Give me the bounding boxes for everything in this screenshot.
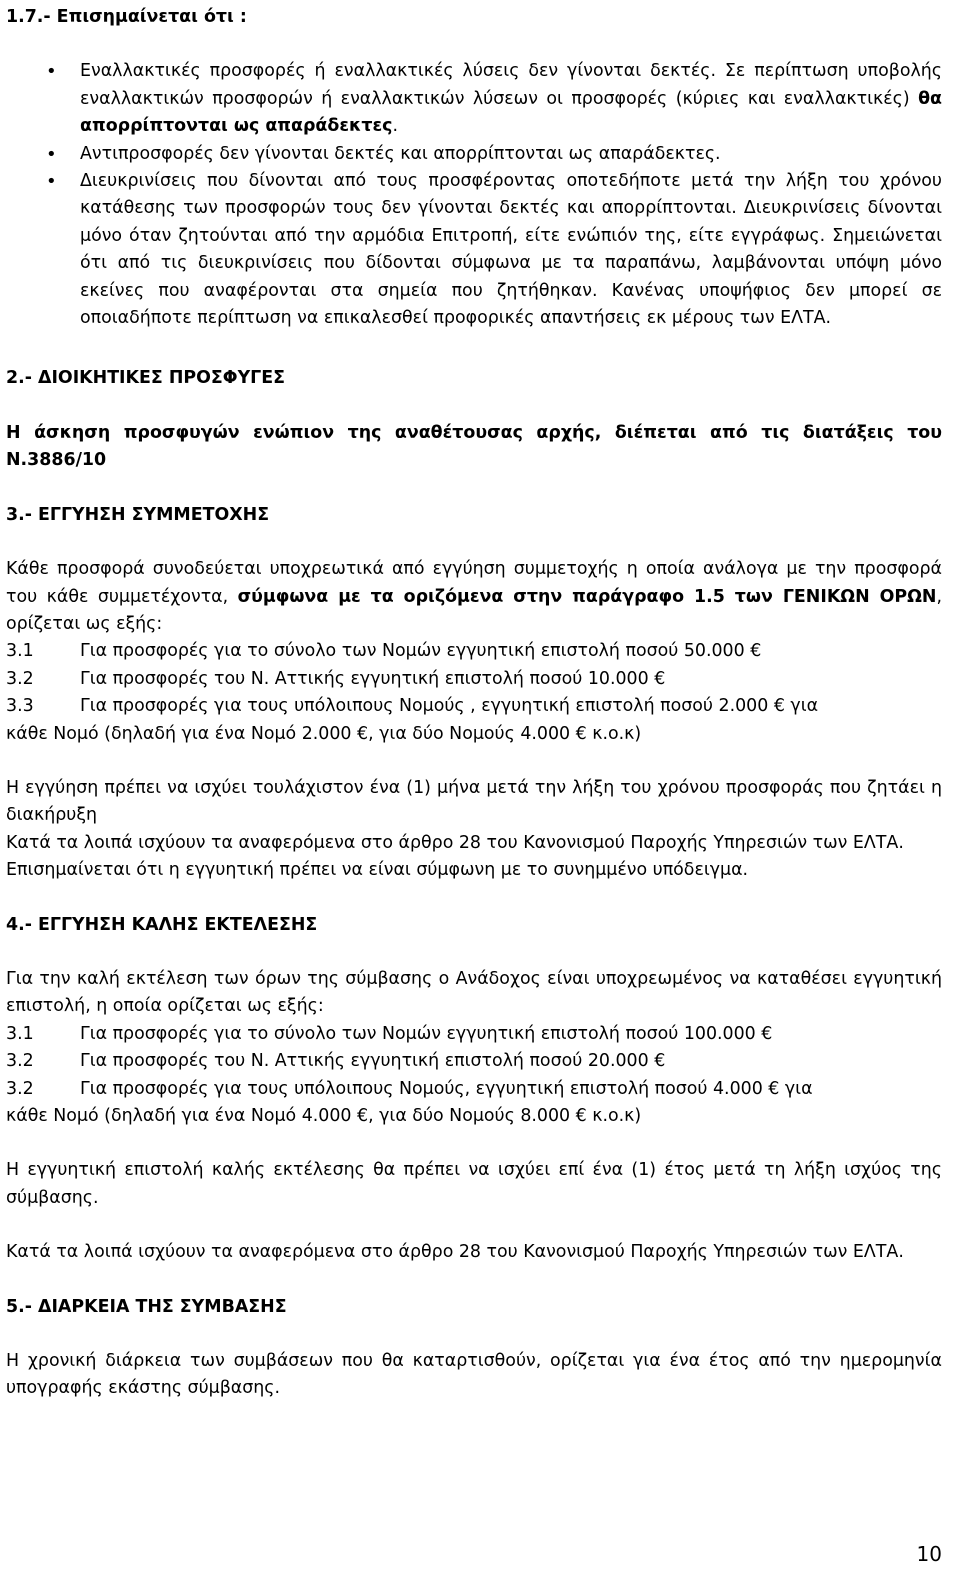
performance-item xyxy=(6,1048,942,1075)
performance-item-number: 3.2 xyxy=(6,1051,34,1072)
document-page xyxy=(6,4,942,1403)
section-4-validity: Η εγγυητική επιστολή καλής εκτέλεσης θα πρέπει να ισχύει επί ένα (1) έτος μετά τη λήξη ισχύος της σύμβασης. xyxy=(6,1160,942,1208)
performance-item-number: 3.2 xyxy=(6,1078,34,1099)
section-1-7-bullets xyxy=(6,58,942,332)
guarantee-item xyxy=(6,666,942,693)
performance-item-continuation: κάθε Νομό (δηλαδή για ένα Νομό 4.000 €, για δύο Νομούς 8.000 € κ.ο.κ) xyxy=(6,1106,642,1126)
guarantee-item-text: Για προσφορές του Ν. Αττικής εγγυητική επιστολή ποσού 10.000 € xyxy=(80,668,666,689)
page-number: 10 xyxy=(916,1542,942,1566)
section-3-template-note: Επισημαίνεται ότι η εγγυητική πρέπει να είναι σύμφωνη με το συνημμένο υπόδειγμα. xyxy=(6,860,749,881)
section-3-intro-bold: σύμφωνα με τα οριζόμενα στην παράγραφο 1.5 των ΓΕΝΙΚΩΝ ΟΡΩΝ xyxy=(237,586,937,607)
section-1-7-title: 1.7.- Επισημαίνεται ότι : xyxy=(6,7,247,27)
section-2-title: 2.- ΔΙΟΙΚΗΤΙΚΕΣ ΠΡΟΣΦΥΓΕΣ xyxy=(6,368,285,389)
performance-item-text: Για προσφορές για τους υπόλοιπους Νομούς, εγγυητική επιστολή ποσού 4.000 € για xyxy=(80,1078,813,1099)
guarantee-item-text: Για προσφορές για τους υπόλοιπους Νομούς , εγγυητική επιστολή ποσού 2.000 € για xyxy=(80,696,819,717)
performance-item-text: Για προσφορές του Ν. Αττικής εγγυητική επιστολή ποσού 20.000 € xyxy=(80,1051,666,1072)
section-5-title: 5.- ΔΙΑΡΚΕΙΑ ΤΗΣ ΣΥΜΒΑΣΗΣ xyxy=(6,1296,287,1317)
section-2-text: Η άσκηση προσφυγών ενώπιον της αναθέτουσας αρχής, διέπεται από τις διατάξεις του Ν.3886/10 xyxy=(6,422,942,471)
bullet-counter-offers: • Αντιπροσφορές δεν γίνονται δεκτές και απορρίπτονται ως απαράδεκτες. xyxy=(80,141,942,168)
bullet-clarifications: • Διευκρινίσεις που δίνονται από τους προσφέροντας οποτεδήποτε μετά την λήξη του χρόνου κατάθεσης των προσφορών τους δεν γίνονται δεκτές και απορρίπτονται. Διευκρινίσεις δίνονται μόνο όταν ζητούνται από την αρμόδια Επιτροπή, είτε ενώπιόν της, είτε εγγράφως. Σημειώνεται ότι από τις διευκρινίσεις που δίδονται σύμφωνα με τα παραπάνω, λαμβάνονται υπόψη μόνο εκείνες που αναφέρονται στα σημεία που ζητήθηκαν. Κανένας υποψήφιος δεν μπορεί σε οποιαδήποτε περίπτωση να επικαλεσθεί προφορικές απαντήσεις εκ μέρους των ΕΛΤΑ. xyxy=(80,168,942,332)
guarantee-item-text: Για προσφορές για το σύνολο των Νομών εγγυητική επιστολή ποσού 50.000 € xyxy=(80,641,762,662)
section-3-intro-c: , ορίζεται ως εξής: xyxy=(6,586,942,634)
guarantee-item-continuation: κάθε Νομό (δηλαδή για ένα Νομό 2.000 €, για δύο Νομούς 4.000 € κ.ο.κ) xyxy=(6,723,642,744)
section-3-title: 3.- ΕΓΓΥΗΣΗ ΣΥΜΜΕΤΟΧΗΣ xyxy=(6,504,270,525)
guarantee-item-number: 3.2 xyxy=(6,668,34,689)
guarantee-item xyxy=(6,638,942,665)
performance-item-number: 3.1 xyxy=(6,1023,34,1044)
guarantee-item-number: 3.1 xyxy=(6,641,34,662)
section-3-regulation: Κατά τα λοιπά ισχύουν τα αναφερόμενα στο άρθρο 28 του Κανονισμού Παροχής Υπηρεσιών των ΕΛΤΑ. xyxy=(6,832,904,853)
section-3-intro-a: Κάθε προσφορά συνοδεύεται υποχρεωτικά από εγγύηση συμμετοχής η οποία ανάλογα με την προσφορά του κάθε συμμετέχοντα, xyxy=(6,559,942,607)
performance-item xyxy=(6,1021,942,1048)
section-4-title: 4.- ΕΓΓΥΗΣΗ ΚΑΛΗΣ ΕΚΤΕΛΕΣΗΣ xyxy=(6,914,318,935)
bullet-alternative-offers xyxy=(80,58,942,140)
section-5-text: Η χρονική διάρκεια των συμβάσεων που θα καταρτισθούν, ορίζεται για ένα έτος από την ημερομηνία υπογραφής εκάστης σύμβασης. xyxy=(6,1351,942,1399)
section-4-regulation: Κατά τα λοιπά ισχύουν τα αναφερόμενα στο άρθρο 28 του Κανονισμού Παροχής Υπηρεσιών των ΕΛΤΑ. xyxy=(6,1242,904,1263)
bullet-1-text-a: Εναλλακτικές προσφορές ή εναλλακτικές λύσεις δεν γίνονται δεκτές. Σε περίπτωση υποβολής εναλλακτικών προσφορών ή εναλλακτικών λύσεων οι προσφορές (κύριες και εναλλακτικές) xyxy=(80,61,942,109)
section-3-intro xyxy=(6,556,942,638)
bullet-1-text-bold: θα απορρίπτονται ως απαράδεκτες xyxy=(80,88,942,137)
performance-item xyxy=(6,1076,942,1103)
section-4-intro: Για την καλή εκτέλεση των όρων της σύμβασης ο Ανάδοχος είναι υποχρεωμένος να καταθέσει εγγυητική επιστολή, η οποία ορίζεται ως εξής: xyxy=(6,968,942,1017)
bullet-1-text-c: . xyxy=(392,116,398,137)
section-3-validity: Η εγγύηση πρέπει να ισχύει τουλάχιστον ένα (1) μήνα μετά την λήξη του χρόνου προσφοράς που ζητάει η διακήρυξη xyxy=(6,777,942,826)
guarantee-item xyxy=(6,693,942,720)
guarantee-item-number: 3.3 xyxy=(6,696,34,717)
performance-item-text: Για προσφορές για το σύνολο των Νομών εγγυητική επιστολή ποσού 100.000 € xyxy=(80,1023,773,1044)
